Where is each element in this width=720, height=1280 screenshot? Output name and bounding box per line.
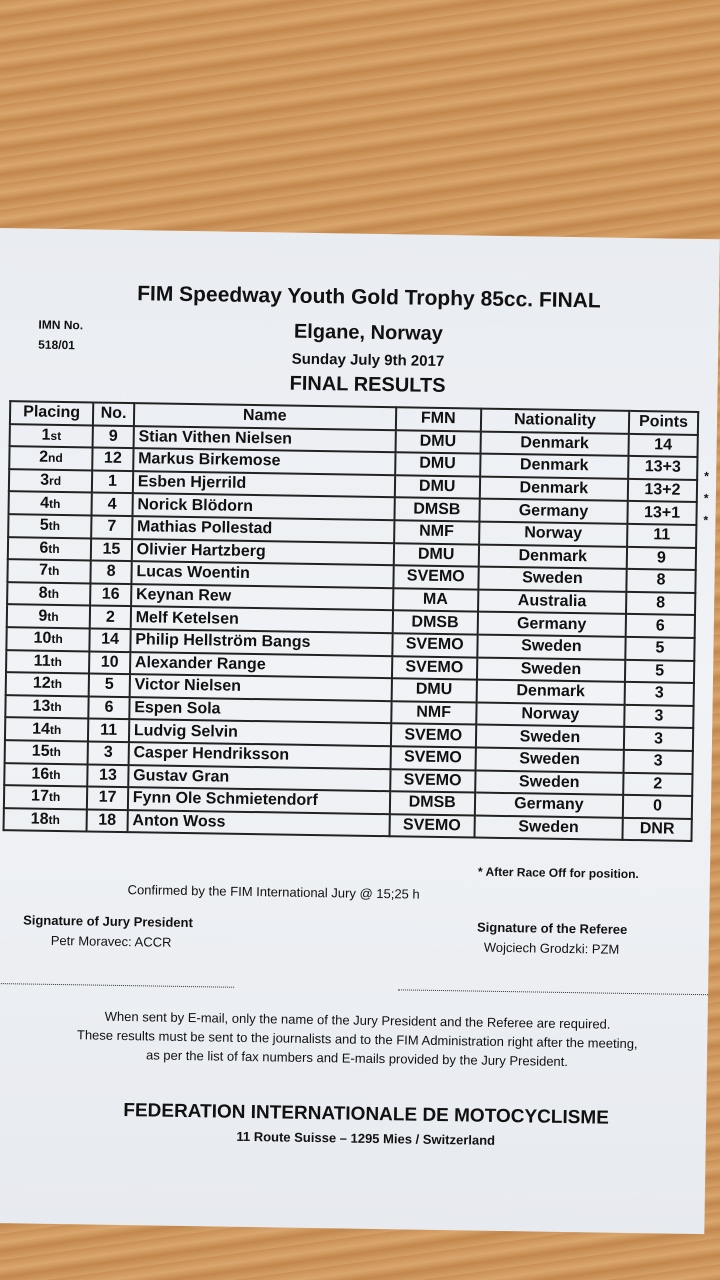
placing-cell: [4, 808, 88, 832]
jury-president-name: Petr Moravec: ACCR: [50, 932, 172, 950]
rider-number: 4: [92, 493, 133, 516]
rider-fmn: NMF: [394, 520, 480, 544]
rider-number: 3: [88, 741, 129, 764]
rider-points: 3: [623, 750, 692, 774]
rider-nationality: Denmark: [476, 680, 624, 705]
placing-cell: [9, 469, 93, 493]
rider-nationality: Sweden: [475, 747, 623, 772]
federation-address: 11 Route Suisse – 1295 Mies / Switzerland: [236, 1128, 496, 1148]
placing-suffix: th: [50, 677, 63, 692]
placing-suffix: th: [50, 699, 62, 715]
event-location: Elgane, Norway: [293, 320, 444, 345]
rider-number: 13: [87, 764, 128, 787]
placing-number: 5: [39, 516, 49, 535]
placing-suffix: th: [49, 722, 62, 737]
rider-fmn: MA: [393, 588, 479, 612]
rider-number: 2: [90, 606, 131, 629]
placing-suffix: th: [49, 745, 62, 760]
rider-nationality: Sweden: [475, 770, 623, 795]
event-date: Sunday July 9th 2017: [291, 350, 445, 370]
placing-number: 10: [33, 629, 52, 648]
rider-points: 9: [627, 546, 696, 570]
rider-points: 13+3: [628, 456, 697, 480]
rider-nationality: Denmark: [480, 431, 628, 456]
placing-cell: [5, 740, 89, 764]
rider-number: 6: [89, 696, 130, 719]
placing-suffix: rd: [48, 473, 62, 489]
rider-number: 16: [90, 583, 131, 606]
referee-name: Wojciech Grodzki: PZM: [483, 939, 620, 957]
imn-label: IMN No.: [38, 317, 84, 333]
rider-name: Anton Woss: [127, 810, 389, 837]
rider-name: Gustav Gran: [128, 765, 390, 792]
placing-cell: [7, 605, 91, 629]
placing-cell: [7, 582, 91, 606]
race-off-marker: *: [703, 513, 709, 528]
col-name: Name: [134, 403, 396, 430]
placing-cell: [6, 672, 90, 696]
rider-nationality: Norway: [476, 702, 624, 727]
rider-name: Esben Hjerrild: [133, 471, 395, 498]
rider-number: 14: [90, 628, 131, 651]
rider-name: Mathias Pollestad: [132, 516, 394, 543]
rider-nationality: Sweden: [474, 815, 622, 840]
placing-number: 1: [41, 426, 51, 444]
notice-line: as per the list of fax numbers and E-mails provided by the Jury President.: [145, 1047, 569, 1070]
placing-suffix: th: [48, 790, 61, 805]
rider-nationality: Sweden: [476, 725, 624, 750]
rider-name: Melf Ketelsen: [130, 606, 392, 633]
results-table: [3, 400, 700, 842]
placing-cell: [10, 424, 94, 448]
placing-suffix: th: [51, 632, 63, 647]
rider-points: 5: [625, 637, 694, 661]
rider-nationality: Germany: [479, 499, 627, 524]
rider-name: Stian Vithen Nielsen: [133, 426, 395, 453]
placing-number: 12: [32, 674, 51, 693]
placing-suffix: th: [48, 519, 61, 534]
placing-cell: [8, 537, 92, 561]
placing-suffix: th: [47, 609, 59, 624]
rider-fmn: DMU: [394, 475, 480, 499]
placing-suffix: th: [48, 541, 60, 556]
rider-nationality: Australia: [478, 589, 626, 614]
rider-fmn: DMU: [393, 543, 479, 567]
placing-number: 17: [30, 787, 50, 806]
placing-number: 4: [40, 494, 50, 512]
rider-nationality: Sweden: [477, 634, 625, 659]
rider-number: 15: [91, 538, 132, 561]
rider-fmn: DMSB: [389, 791, 475, 815]
rider-points: 3: [625, 682, 694, 706]
placing-number: 9: [38, 607, 48, 625]
rider-points: 8: [626, 569, 695, 593]
placing-number: 11: [33, 652, 51, 670]
placing-cell: [6, 627, 90, 651]
rider-name: Espen Sola: [129, 697, 391, 724]
placing-number: 2: [39, 449, 49, 467]
rider-points: 13+1: [627, 501, 696, 525]
results-sheet: [0, 228, 720, 1234]
col-placing: Placing: [10, 401, 94, 425]
rider-fmn: SVEMO: [390, 769, 476, 793]
email-notice: [0, 1005, 720, 1074]
rider-name: Victor Nielsen: [129, 674, 391, 701]
rider-points: 11: [627, 524, 696, 548]
rider-name: Philip Hellström Bangs: [130, 629, 392, 656]
rider-fmn: SVEMO: [393, 565, 479, 589]
referee-signature-label: Signature of the Referee: [476, 919, 628, 937]
rider-number: 17: [87, 787, 128, 810]
rider-name: Markus Birkemose: [133, 448, 395, 475]
rider-points: 5: [625, 659, 694, 683]
placing-cell: [4, 763, 88, 787]
rider-number: 5: [89, 674, 130, 697]
jury-signature-label: Signature of Jury President: [23, 912, 193, 931]
placing-suffix: st: [50, 428, 62, 443]
placing-suffix: th: [48, 812, 60, 827]
results-body: [4, 424, 698, 841]
rider-nationality: Sweden: [477, 657, 625, 682]
rider-points: 6: [626, 614, 695, 638]
notice-line: When sent by E-mail, only the name of the Jury President and the Referee are required.: [104, 1008, 611, 1032]
rider-number: 1: [92, 470, 133, 493]
rider-points: 2: [623, 772, 692, 796]
placing-cell: [4, 785, 88, 809]
race-off-note: * After Race Off for position.: [477, 864, 639, 882]
placing-suffix: th: [49, 767, 61, 782]
placing-number: 16: [31, 765, 50, 783]
rider-fmn: DMSB: [394, 498, 480, 522]
rider-name: Lucas Woentin: [131, 561, 393, 588]
placing-number: 6: [39, 539, 49, 557]
race-off-marker: *: [704, 469, 709, 484]
results-heading: FINAL RESULTS: [289, 372, 446, 398]
rider-nationality: Denmark: [480, 454, 628, 479]
rider-points: 3: [624, 727, 693, 751]
rider-fmn: DMU: [395, 430, 481, 454]
rider-name: Casper Hendriksson: [128, 742, 390, 769]
rider-name: Keynan Rew: [131, 584, 393, 611]
rider-name: Alexander Range: [130, 652, 392, 679]
rider-points: 8: [626, 592, 695, 616]
rider-nationality: Denmark: [479, 544, 627, 569]
placing-cell: [7, 559, 91, 583]
placing-cell: [6, 650, 90, 674]
rider-name: Ludvig Selvin: [129, 719, 391, 746]
rider-fmn: SVEMO: [390, 746, 476, 770]
rider-nationality: Germany: [475, 793, 623, 818]
placing-suffix: th: [47, 586, 60, 602]
rider-fmn: NMF: [391, 701, 477, 725]
placing-number: 14: [32, 720, 51, 738]
placing-cell: [9, 492, 93, 516]
rider-number: 18: [87, 809, 128, 832]
col-points: Points: [629, 411, 698, 435]
rider-points: 13+2: [628, 479, 697, 503]
race-off-marker: *: [703, 491, 709, 506]
placing-suffix: th: [47, 564, 60, 579]
rider-points: 3: [624, 705, 693, 729]
placing-number: 8: [38, 584, 48, 602]
rider-points: 14: [628, 433, 697, 457]
rider-fmn: SVEMO: [389, 814, 475, 838]
rider-number: 8: [91, 561, 132, 584]
col-fmn: FMN: [395, 407, 481, 431]
rider-fmn: DMSB: [392, 611, 478, 635]
placing-cell: [5, 717, 89, 741]
placing-number: 7: [38, 562, 49, 580]
rider-fmn: DMU: [395, 452, 481, 476]
rider-fmn: DMU: [391, 678, 477, 702]
rider-points: 0: [623, 795, 692, 819]
jury-signature-line: [0, 983, 234, 988]
placing-cell: [9, 446, 93, 470]
referee-signature-line: [398, 989, 708, 995]
placing-number: 18: [30, 810, 49, 828]
rider-number: 11: [88, 719, 129, 742]
placing-number: 13: [32, 697, 51, 715]
col-nationality: Nationality: [481, 409, 629, 434]
federation-name: FEDERATION INTERNATIONALE DE MOTOCYCLISME: [123, 1100, 610, 1129]
imn-number: 518/01: [38, 337, 75, 353]
rider-name: Olivier Hartzberg: [132, 539, 394, 566]
rider-nationality: Sweden: [478, 567, 626, 592]
rider-number: 9: [93, 425, 134, 448]
rider-fmn: SVEMO: [390, 724, 476, 748]
col-no: No.: [93, 402, 134, 425]
placing-suffix: th: [50, 654, 63, 669]
rider-name: Norick Blödorn: [132, 493, 394, 520]
placing-suffix: nd: [47, 451, 63, 466]
rider-number: 12: [92, 448, 133, 471]
rider-name: Fynn Ole Schmietendorf: [128, 787, 390, 814]
placing-suffix: th: [48, 496, 61, 511]
rider-number: 7: [91, 515, 132, 538]
rider-points: DNR: [622, 818, 691, 842]
rider-fmn: SVEMO: [392, 633, 478, 657]
placing-number: 15: [31, 742, 50, 761]
placing-cell: [8, 514, 92, 538]
placing-cell: [5, 695, 89, 719]
rider-nationality: Norway: [479, 522, 627, 547]
jury-confirmation: Confirmed by the FIM International Jury @ 15;25 h: [127, 882, 420, 902]
rider-nationality: Germany: [477, 612, 625, 637]
placing-number: 3: [40, 471, 50, 489]
notice-line: These results must be sent to the journalists and to the FIM Administration right after the meeting,: [76, 1027, 638, 1052]
event-title: FIM Speedway Youth Gold Trophy 85cc. FINAL: [136, 282, 601, 313]
rider-nationality: Denmark: [480, 476, 628, 501]
rider-number: 10: [89, 651, 130, 674]
rider-fmn: SVEMO: [392, 656, 478, 680]
